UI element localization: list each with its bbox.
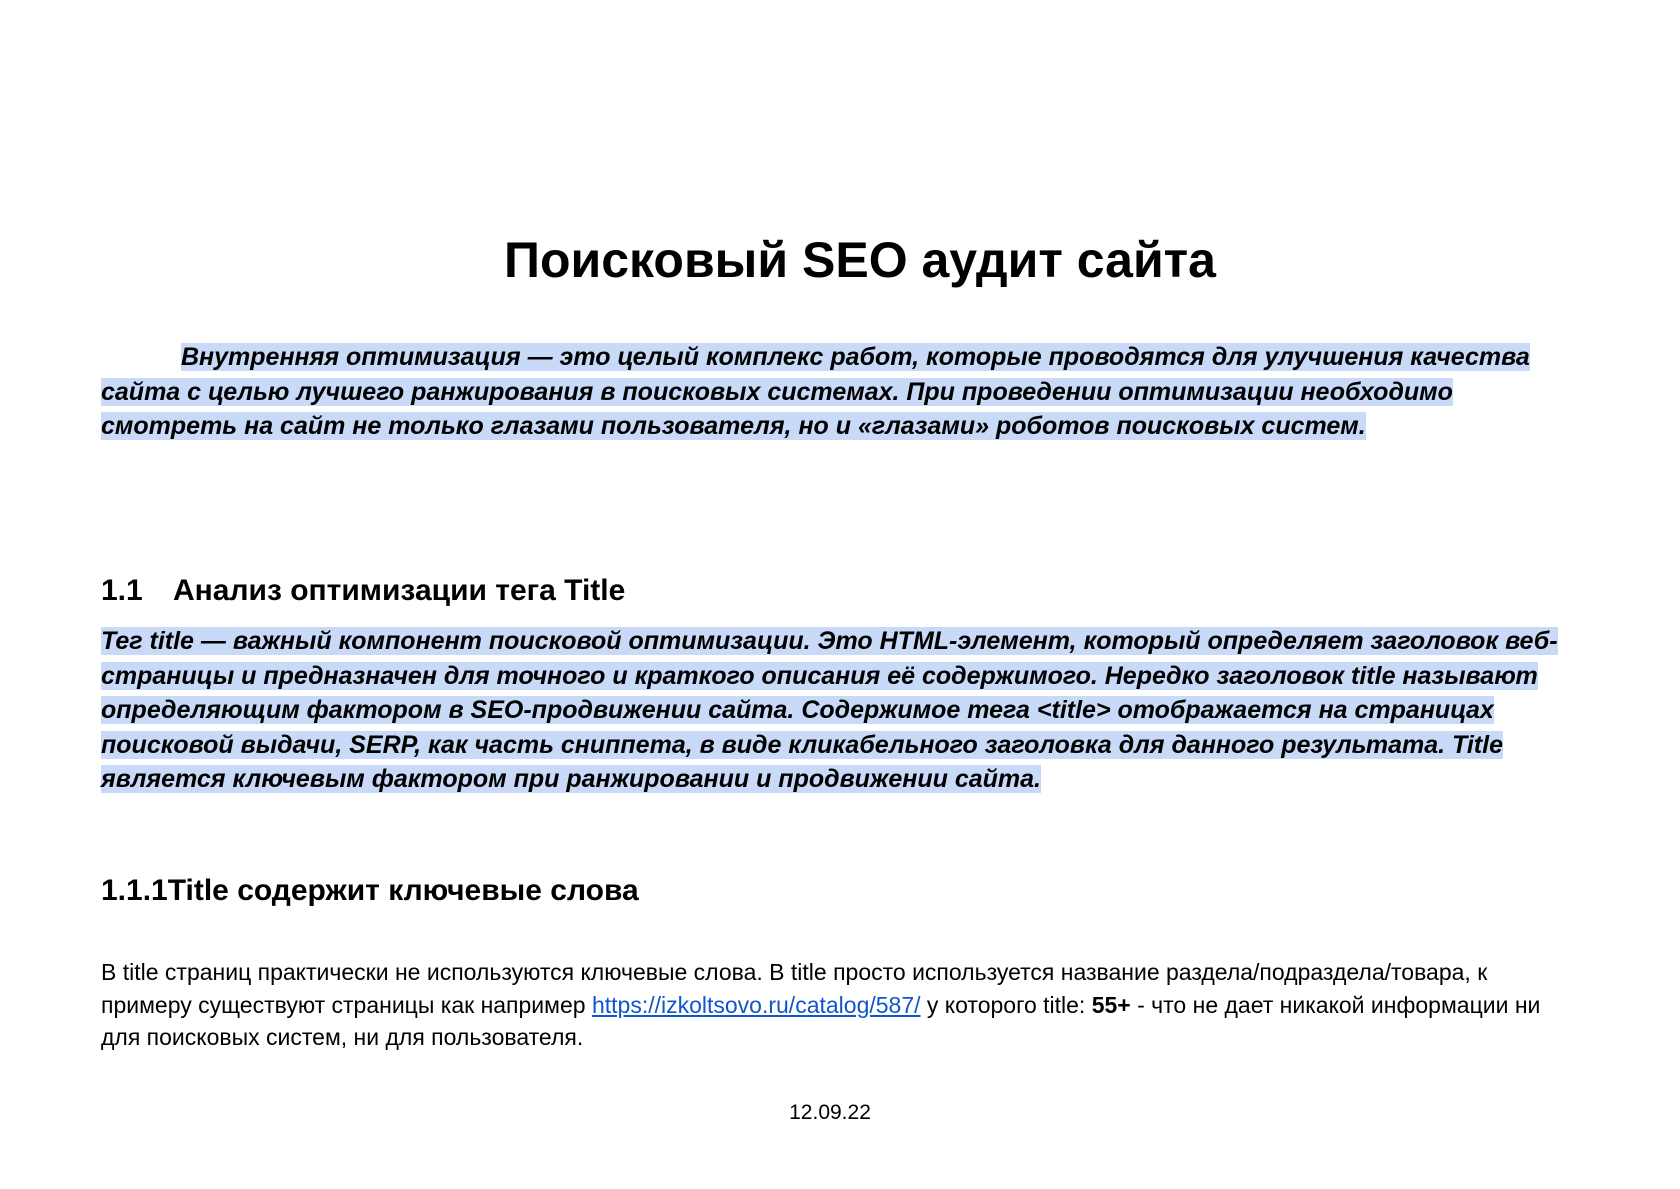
section-paragraph-text: Тег title — важный компонент поисковой оптимизации. Это HTML-элемент, который определяет заголовок веб-страницы и предназначен для точного и краткого описания её содержимого. Нередко заголовок title называют определяющим фактором в SEO-продвижении сайта. Содержимое тега <title> отображается на страницах поисковой выдачи, SERP, как часть сниппета, в виде кликабельного заголовка для данного результата. Title является ключевым фактором при ранжировании и продвижении сайта. bbox=[101, 627, 1558, 793]
footer-date: 12.09.22 bbox=[789, 1101, 871, 1124]
section-title: Анализ оптимизации тега Title bbox=[173, 574, 626, 607]
section-heading bbox=[101, 572, 625, 610]
body-text-after-link: у которого title: bbox=[920, 991, 1092, 1018]
subsection-number: 1.1.1 bbox=[101, 874, 168, 907]
intro-paragraph bbox=[101, 340, 1561, 444]
catalog-link[interactable]: https://izkoltsovo.ru/catalog/587/ bbox=[591, 991, 921, 1018]
section-paragraph bbox=[101, 624, 1561, 797]
subsection-body bbox=[101, 956, 1571, 1054]
body-text-end: - что не дает никакой информации ни для поисковых систем, ни для пользователя. bbox=[101, 991, 1541, 1050]
section-number: 1.1 bbox=[101, 574, 143, 607]
body-text-before-link: В title страниц практически не используются ключевые слова. В title просто используется название раздела/подраздела/товара, к примеру существуют страницы как например bbox=[101, 959, 1488, 1018]
document-title: Поисковый SEO аудит сайта bbox=[504, 232, 1216, 288]
subsection-title: Title содержит ключевые слова bbox=[167, 874, 639, 907]
intro-paragraph-text: Внутренняя оптимизация — это целый комплекс работ, которые проводятся для улучшения качества сайта с целью лучшего ранжирования в поисковых системах. При проведении оптимизации необходимо смотреть на сайт не только глазами пользователя, но и «глазами» роботов поисковых систем. bbox=[101, 343, 1530, 440]
title-value: 55+ bbox=[1091, 991, 1131, 1018]
subsection-heading bbox=[101, 872, 639, 910]
